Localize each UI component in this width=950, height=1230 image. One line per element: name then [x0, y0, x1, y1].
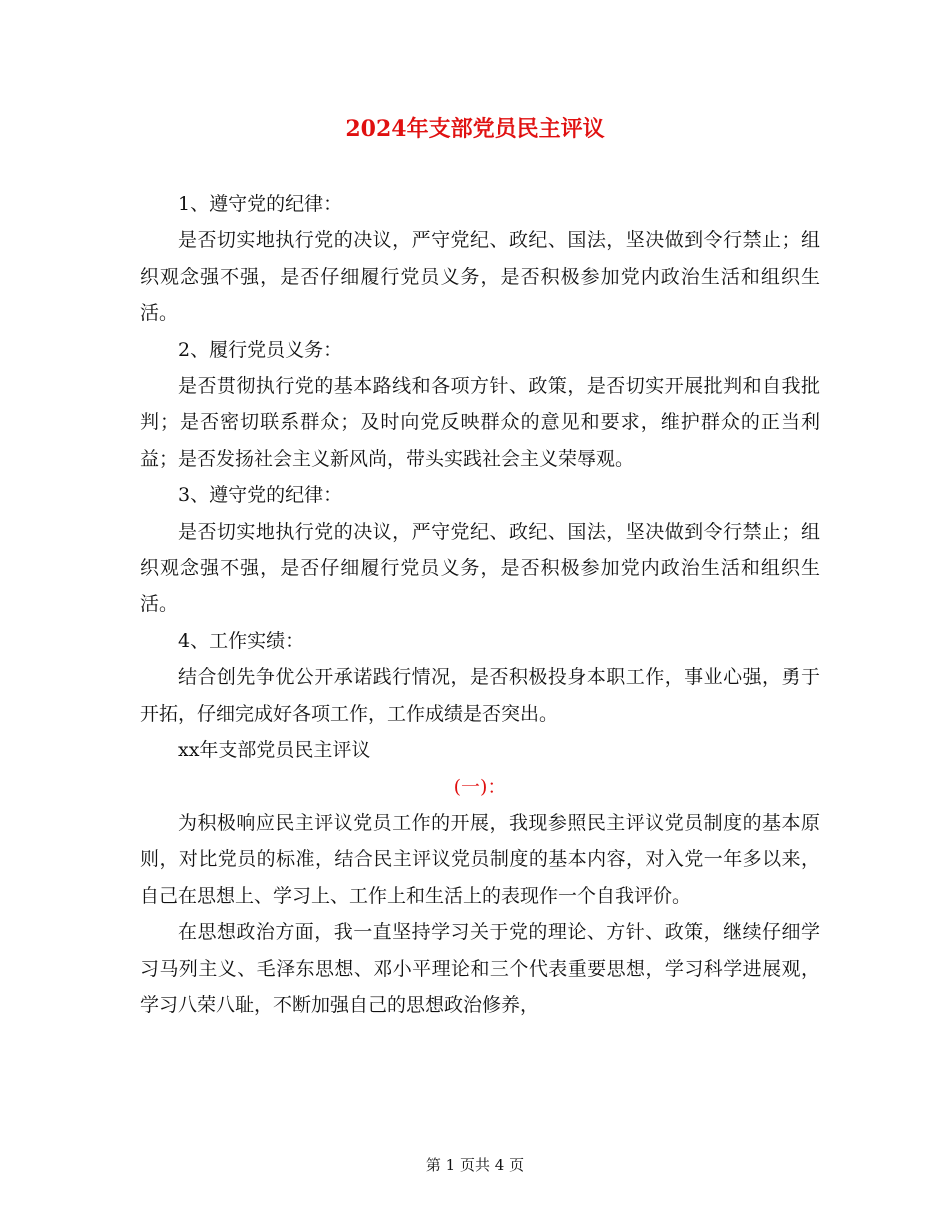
section-heading-1: 1、遵守党的纪律： [178, 193, 343, 215]
section-heading-4: 4、工作实绩： [178, 629, 305, 652]
document-title: 2024年支部党员民主评议 [345, 116, 605, 142]
paragraph: 在思想政治方面，我一直坚持学习关于党的理论、方针、政策，继续仔细学习马列主义、毛泽东思想、邓小平理论和三个代表重要思想，学习科学进展观，学习八荣八耻，不断加强自己的思想政治修养， [140, 921, 820, 1016]
document-body [140, 186, 820, 1023]
paragraph: 是否贯彻执行党的基本路线和各项方针、政策，是否切实开展批判和自我批判；是否密切联系群众；及时向党反映群众的意见和要求，维护群众的正当利益；是否发扬社会主义新风尚，带头实践社会主义荣辱观。 [140, 375, 820, 470]
paragraph: 为积极响应民主评议党员工作的开展，我现参照民主评议党员制度的基本原则，对比党员的标准，结合民主评议党员制度的基本内容，对入党一年多以来，自己在思想上、学习上、工作上和生活上的表现作一个自我评价。 [140, 811, 820, 907]
paragraph: 结合创先争优公开承诺践行情况，是否积极投身本职工作，事业心强，勇于开拓，仔细完成好各项工作，工作成绩是否突出。 [140, 666, 820, 725]
section-heading-2: 2、履行党员义务： [178, 338, 343, 361]
paragraph: 是否切实地执行党的决议，严守党纪、政纪、国法，坚决做到令行禁止；组织观念强不强，是否仔细履行党员义务，是否积极参加党内政治生活和组织生活。 [140, 229, 820, 325]
subtitle: xx年支部党员民主评议 [178, 739, 371, 762]
part-marker: (一)： [453, 775, 507, 798]
page-footer: 第 1 页共 4 页 [425, 1156, 525, 1174]
paragraph: 是否切实地执行党的决议，严守党纪、政纪、国法，坚决做到令行禁止；组织观念强不强，是否仔细履行党员义务，是否积极参加党内政治生活和组织生活。 [140, 520, 820, 616]
section-heading-3: 3、遵守党的纪律： [178, 484, 343, 507]
